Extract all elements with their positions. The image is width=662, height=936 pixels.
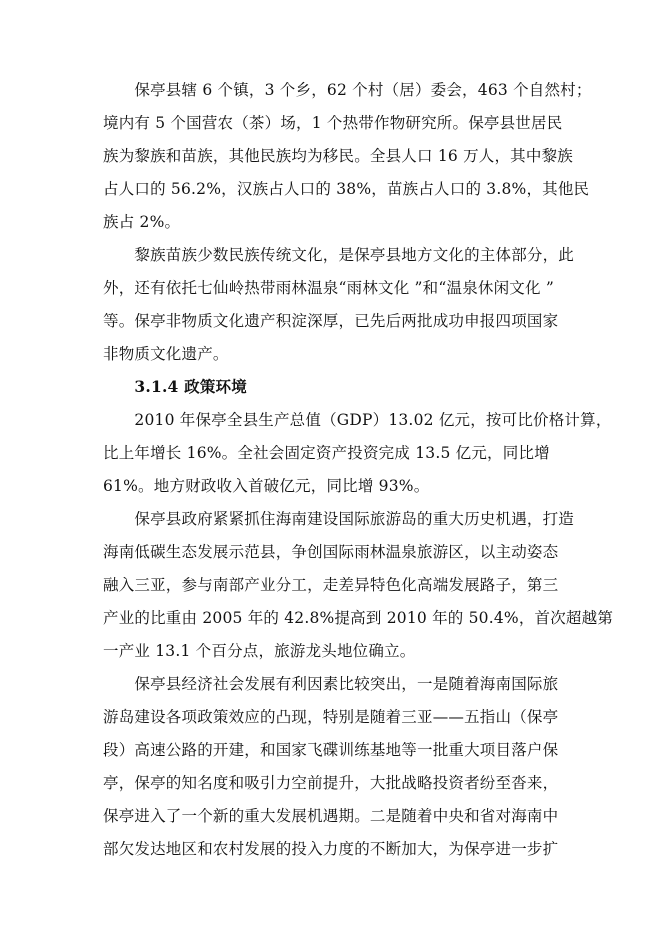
text-line: 族占 2%。 [103, 213, 181, 231]
text-line: 61%。地方财政收入首破亿元，同比增 93%。 [103, 477, 430, 495]
text-line: 保亭县辖 6 个镇，3 个乡，62 个村（居）委会，463 个自然村； [103, 81, 592, 99]
text-line: 游岛建设各项政策效应的凸现，特别是随着三亚——五指山（保亭 [103, 708, 559, 726]
text-line: 融入三亚，参与南部产业分工，走差异特色化高端发展路子，第三 [103, 576, 559, 594]
text-line: 一产业 13.1 个百分点，旅游龙头地位确立。 [103, 642, 416, 660]
text-line: 产业的比重由 2005 年的 42.8%提高到 2010 年的 50.4%，首次超越第 [103, 609, 614, 627]
text-line: 亭，保亭的知名度和吸引力空前提升，大批战略投资者纷至沓来， [103, 774, 559, 792]
text-line: 2010 年保亭全县生产总值（GDP）13.02 亿元，按可比价格计算， [103, 411, 612, 429]
text-line: 海南低碳生态发展示范县，争创国际雨林温泉旅游区，以主动姿态 [103, 543, 559, 561]
text-line: 部欠发达地区和农村发展的投入力度的不断加大，为保亭进一步扩 [103, 840, 559, 858]
text-line: 族为黎族和苗族，其他民族均为移民。全县人口 16 万人，其中黎族 [103, 147, 573, 165]
text-line: 占人口的 56.2%，汉族占人口的 38%，苗族占人口的 3.8%，其他民 [103, 180, 590, 198]
text-line: 段）高速公路的开建，和国家飞碟训练基地等一批重大项目落户保 [103, 741, 559, 759]
text-line: 保亭县经济社会发展有利因素比较突出，一是随着海南国际旅 [103, 675, 559, 693]
text-line: 保亭进入了一个新的重大发展机遇期。二是随着中央和省对海南中 [103, 807, 559, 825]
text-line: 黎族苗族少数民族传统文化，是保亭县地方文化的主体部分，此 [103, 246, 575, 264]
text-line: 非物质文化遗产。 [103, 345, 229, 363]
text-line: 境内有 5 个国营农（茶）场，1 个热带作物研究所。保亭县世居民 [103, 114, 563, 132]
text-line: 外，还有依托七仙岭热带雨林温泉“雨林文化 ”和“温泉休闲文化 ” [103, 279, 554, 297]
text-line: 比上年增长 16%。全社会固定资产投资完成 13.5 亿元，同比增 [103, 444, 550, 462]
section-heading: 3.1.4 政策环境 [103, 377, 247, 396]
text-line: 保亭县政府紧紧抓住海南建设国际旅游岛的重大历史机遇，打造 [103, 510, 575, 528]
text-line: 等。保亭非物质文化遗产积淀深厚，已先后两批成功申报四项国家 [103, 312, 559, 330]
